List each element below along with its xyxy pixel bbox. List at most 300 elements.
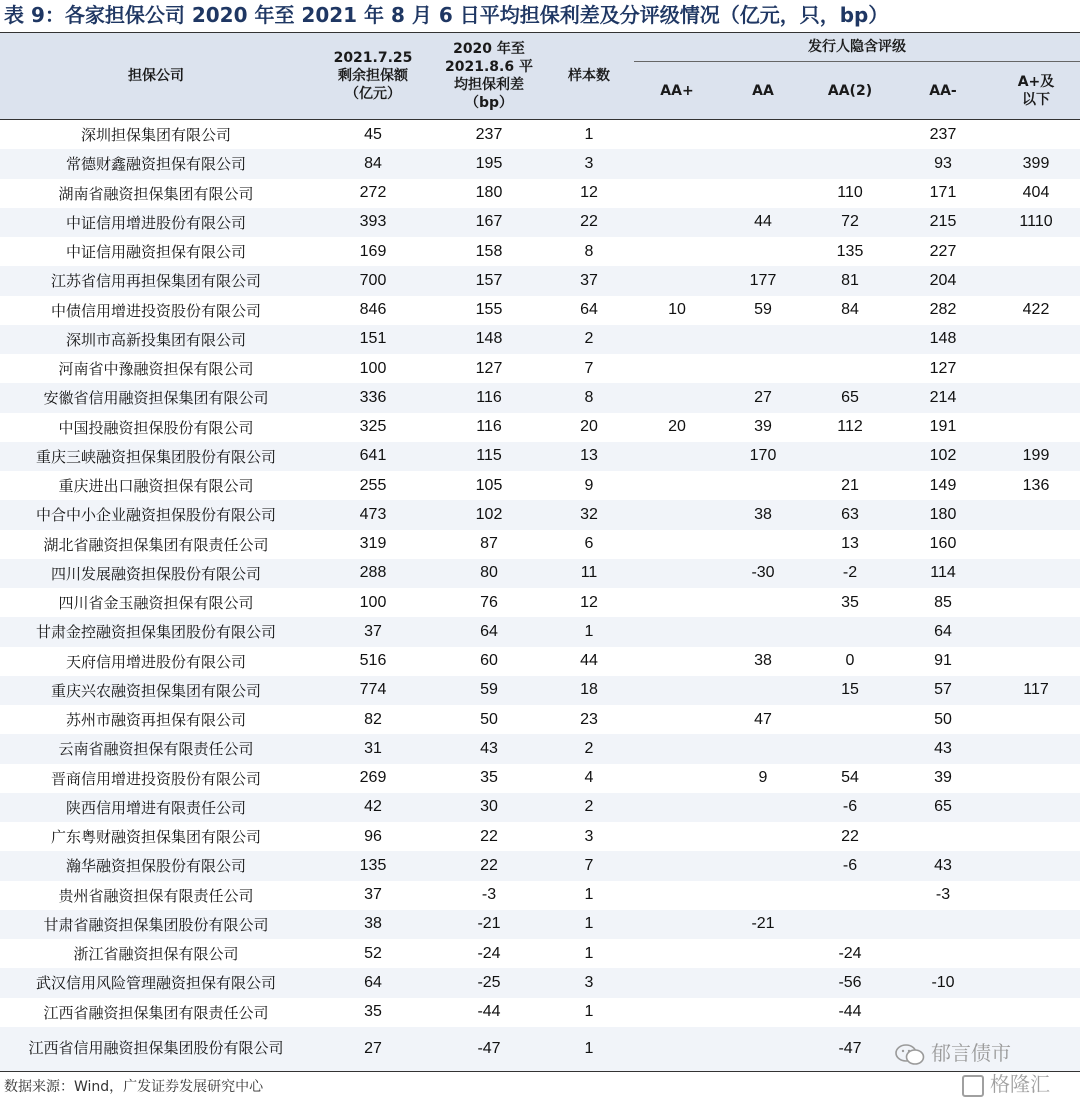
cell-balance: 169 — [359, 242, 387, 260]
cell-aa-plus — [634, 705, 720, 734]
cell-aa — [720, 851, 806, 880]
cell-company: 常德财鑫融资担保有限公司 — [0, 149, 312, 178]
cell-aa-plus — [634, 500, 720, 529]
cell-samples: 22 — [544, 208, 634, 237]
cell-balance: 100 — [359, 359, 387, 377]
cell-aa2 — [806, 617, 894, 646]
cell-samples: 2 — [544, 325, 634, 354]
cell-aa2: -6 — [806, 851, 894, 880]
cell-aa-plus — [634, 764, 720, 793]
cell-aa2: 112 — [837, 418, 863, 436]
cell-aa — [720, 881, 806, 910]
cell-aa-plus — [634, 822, 720, 851]
table-row — [0, 647, 1080, 676]
cell-balance: 100 — [359, 593, 387, 611]
gelonghui-logo-icon — [962, 1075, 984, 1097]
cell-company: 深圳担保集团有限公司 — [0, 120, 312, 150]
cell-samples: 23 — [580, 710, 598, 728]
cell-aa-minus: 91 — [934, 652, 952, 670]
cell-balance: 45 — [312, 120, 434, 150]
cell-aa-plus — [634, 208, 720, 237]
cell-aa2 — [806, 734, 894, 763]
cell-aa2: 135 — [836, 242, 864, 260]
cell-a-plus-below — [992, 588, 1080, 617]
cell-aa-minus: 160 — [929, 535, 957, 553]
table-row — [0, 617, 1080, 646]
cell-aa — [720, 237, 806, 266]
cell-company: 四川发展融资担保股份有限公司 — [0, 559, 312, 588]
cell-aa-minus: 127 — [929, 359, 957, 377]
cell-aa2: 15 — [806, 676, 894, 705]
cell-company: 中证信用融资担保有限公司 — [65, 243, 246, 262]
cell-balance: 336 — [312, 383, 434, 412]
cell-spread: 22 — [480, 827, 498, 845]
cell-aa-plus — [634, 1027, 720, 1072]
cell-aa — [720, 617, 806, 646]
gelonghui-watermark-text: 格隆汇 — [990, 1072, 1050, 1096]
cell-aa-plus — [634, 266, 720, 295]
cell-company: 甘肃省融资担保集团股份有限公司 — [0, 910, 312, 939]
cell-aa-minus: -3 — [935, 886, 951, 904]
cell-a-plus-below — [992, 325, 1080, 354]
table-row — [0, 354, 1080, 383]
cell-aa-minus: 57 — [894, 676, 992, 705]
cell-aa-plus — [634, 881, 720, 910]
cell-aa: 47 — [754, 710, 772, 728]
cell-company: 中债信用增进投资股份有限公司 — [50, 301, 261, 320]
cell-aa2 — [806, 149, 894, 178]
cell-a-plus-below — [992, 413, 1080, 442]
cell-aa-minus: 43 — [894, 734, 992, 763]
cell-aa — [720, 120, 806, 150]
cell-a-plus-below — [992, 822, 1080, 851]
cell-a-plus-below — [992, 851, 1080, 880]
header-spread-text: 2020 年至 2021.8.6 平均担保利差（bp） — [445, 41, 533, 111]
cell-a-plus-below — [992, 705, 1080, 734]
cell-company: 四川省金玉融资担保有限公司 — [58, 594, 254, 613]
cell-aa2: 0 — [845, 652, 855, 670]
cell-aa2 — [806, 120, 894, 150]
cell-aa-minus: 85 — [934, 593, 952, 611]
cell-samples: 6 — [584, 535, 594, 553]
cell-aa-minus: 191 — [929, 418, 957, 436]
cell-samples: 3 — [584, 827, 594, 845]
table-body — [0, 120, 1080, 1072]
cell-aa-plus — [634, 617, 720, 646]
header-balance — [312, 33, 434, 120]
cell-aa — [720, 354, 806, 383]
cell-company: 瀚华融资担保股份有限公司 — [0, 851, 312, 880]
cell-aa-plus — [634, 120, 720, 150]
cell-balance: 31 — [312, 734, 434, 763]
cell-balance: 700 — [312, 266, 434, 295]
cell-a-plus-below: 199 — [992, 442, 1080, 471]
cell-samples: 1 — [584, 886, 594, 904]
cell-aa2 — [806, 325, 894, 354]
cell-samples: 32 — [544, 500, 634, 529]
cell-aa2: -6 — [806, 793, 894, 822]
cell-aa-minus: 43 — [894, 851, 992, 880]
table-row — [0, 559, 1080, 588]
cell-aa-plus — [634, 179, 720, 208]
cell-aa-plus: 10 — [668, 301, 686, 319]
cell-aa-minus: 148 — [894, 325, 992, 354]
cell-samples: 37 — [544, 266, 634, 295]
cell-aa — [720, 471, 806, 500]
table-row — [0, 413, 1080, 442]
cell-samples: 2 — [544, 734, 634, 763]
cell-aa-plus — [634, 910, 720, 939]
cell-aa: 9 — [758, 769, 768, 787]
table-row — [0, 237, 1080, 266]
cell-spread: 102 — [434, 500, 544, 529]
cell-samples: 1 — [584, 1003, 594, 1021]
cell-aa — [720, 149, 806, 178]
table-row — [0, 500, 1080, 529]
cell-samples: 12 — [580, 184, 598, 202]
cell-aa2: 54 — [841, 769, 859, 787]
cell-balance: 52 — [364, 944, 382, 962]
cell-aa-plus — [634, 676, 720, 705]
cell-a-plus-below — [992, 617, 1080, 646]
cell-aa2: 84 — [841, 301, 859, 319]
cell-aa: 39 — [754, 418, 772, 436]
cell-aa: 27 — [720, 383, 806, 412]
cell-aa — [720, 734, 806, 763]
cell-company: 深圳市高新投集团有限公司 — [0, 325, 312, 354]
cell-balance: 325 — [359, 418, 387, 436]
cell-spread: -24 — [477, 944, 501, 962]
table-row — [0, 939, 1080, 968]
table-title: 表 9：各家担保公司 2020 年至 2021 年 8 月 6 日平均担保利差及分评级情况（亿元，只，bp） — [4, 3, 889, 27]
cell-spread: 50 — [480, 710, 498, 728]
cell-aa-minus: 93 — [894, 149, 992, 178]
table-row — [0, 296, 1080, 325]
table-row — [0, 471, 1080, 500]
header-rating-group: 发行人隐含评级 — [634, 33, 1080, 62]
cell-samples: 12 — [580, 593, 598, 611]
header-samples: 样本数 — [544, 33, 634, 120]
cell-aa-minus: 149 — [929, 476, 957, 494]
cell-spread: 167 — [434, 208, 544, 237]
cell-aa — [720, 968, 806, 997]
cell-aa2: 63 — [806, 500, 894, 529]
header-spread — [434, 33, 544, 120]
cell-samples: 3 — [544, 149, 634, 178]
cell-aa-plus: 20 — [668, 418, 686, 436]
cell-company: 陕西信用增进有限责任公司 — [0, 793, 312, 822]
cell-balance: 64 — [312, 968, 434, 997]
cell-company: 广东粤财融资担保集团有限公司 — [50, 828, 261, 847]
cell-aa — [720, 530, 806, 559]
cell-balance: 96 — [364, 827, 382, 845]
cell-samples: 1 — [544, 120, 634, 150]
cell-aa2 — [806, 910, 894, 939]
cell-aa-minus: 64 — [894, 617, 992, 646]
table-row — [0, 588, 1080, 617]
cell-company: 湖南省融资担保集团有限公司 — [58, 184, 254, 203]
table-row — [0, 822, 1080, 851]
header-rating-aa-minus: AA- — [894, 62, 992, 120]
cell-aa: 59 — [754, 301, 772, 319]
table-row — [0, 149, 1080, 178]
cell-aa-minus: 180 — [894, 500, 992, 529]
cell-aa-minus: 227 — [929, 242, 957, 260]
cell-aa-plus — [634, 237, 720, 266]
cell-aa — [720, 676, 806, 705]
cell-company: 重庆兴农融资担保集团有限公司 — [0, 676, 312, 705]
cell-aa — [720, 588, 806, 617]
cell-aa: 177 — [720, 266, 806, 295]
table-row — [0, 266, 1080, 295]
cell-aa2 — [806, 881, 894, 910]
cell-aa-plus — [634, 968, 720, 997]
cell-a-plus-below: 117 — [992, 676, 1080, 705]
cell-aa2: -56 — [806, 968, 894, 997]
cell-spread: 115 — [434, 442, 544, 471]
table-row — [0, 793, 1080, 822]
cell-aa2: 13 — [841, 535, 859, 553]
cell-aa-minus: 214 — [894, 383, 992, 412]
table-row — [0, 120, 1080, 150]
cell-aa-plus — [634, 939, 720, 968]
cell-balance: 641 — [312, 442, 434, 471]
cell-spread: 157 — [434, 266, 544, 295]
cell-balance: 272 — [359, 184, 387, 202]
cell-aa-plus — [634, 442, 720, 471]
cell-aa2: -47 — [806, 1027, 894, 1072]
wechat-watermark-text: 郁言债市 — [931, 1041, 1011, 1065]
table-row — [0, 851, 1080, 880]
source-note: 数据来源：Wind，广发证券发展研究中心 — [4, 1079, 264, 1095]
cell-aa-plus — [634, 588, 720, 617]
table-row — [0, 705, 1080, 734]
table-row — [0, 383, 1080, 412]
header-balance-text: 2021.7.25 剩余担保额（亿元） — [333, 50, 413, 102]
wechat-icon — [895, 1044, 925, 1066]
cell-aa2: 81 — [806, 266, 894, 295]
cell-balance: 84 — [312, 149, 434, 178]
cell-aa: -21 — [720, 910, 806, 939]
cell-spread: 180 — [475, 184, 503, 202]
cell-aa-plus — [634, 354, 720, 383]
cell-samples: 7 — [544, 851, 634, 880]
cell-aa — [720, 822, 806, 851]
cell-company: 甘肃金控融资担保集团股份有限公司 — [0, 617, 312, 646]
cell-company: 天府信用增进股份有限公司 — [65, 652, 246, 671]
cell-a-plus-below — [992, 793, 1080, 822]
table-row — [0, 325, 1080, 354]
cell-aa-plus — [634, 149, 720, 178]
cell-aa2: 35 — [841, 593, 859, 611]
cell-a-plus-below — [992, 734, 1080, 763]
cell-a-plus-below: 399 — [992, 149, 1080, 178]
cell-aa2: 110 — [837, 184, 863, 202]
cell-spread: -25 — [434, 968, 544, 997]
cell-aa2 — [806, 354, 894, 383]
table-row — [0, 208, 1080, 237]
cell-aa-minus: 237 — [894, 120, 992, 150]
cell-spread: -21 — [434, 910, 544, 939]
cell-aa — [720, 179, 806, 208]
cell-aa-minus: 204 — [894, 266, 992, 295]
cell-samples: 8 — [584, 242, 594, 260]
cell-spread: 60 — [480, 652, 498, 670]
cell-spread: 87 — [480, 535, 498, 553]
cell-a-plus-below: 1110 — [992, 208, 1080, 237]
cell-spread: 127 — [475, 359, 503, 377]
cell-spread: 155 — [475, 301, 503, 319]
cell-company: 湖北省融资担保集团有限责任公司 — [43, 535, 269, 554]
cell-balance: 35 — [364, 1003, 382, 1021]
cell-spread: 59 — [434, 676, 544, 705]
cell-balance: 393 — [312, 208, 434, 237]
cell-spread: 195 — [434, 149, 544, 178]
cell-balance: 82 — [364, 710, 382, 728]
cell-company: 晋商信用增进投资股份有限公司 — [50, 769, 261, 788]
cell-a-plus-below — [992, 647, 1080, 676]
cell-company: 重庆三峡融资担保集团股份有限公司 — [0, 442, 312, 471]
cell-company: 中国投融资担保股份有限公司 — [58, 418, 254, 437]
cell-aa — [720, 793, 806, 822]
cell-a-plus-below — [992, 354, 1080, 383]
cell-balance: 269 — [359, 769, 387, 787]
cell-a-plus-below — [992, 120, 1080, 150]
cell-samples: 64 — [580, 301, 598, 319]
cell-aa-plus — [634, 383, 720, 412]
cell-spread: -47 — [434, 1027, 544, 1072]
cell-aa — [720, 939, 806, 968]
cell-balance: 135 — [312, 851, 434, 880]
cell-samples: 18 — [544, 676, 634, 705]
cell-spread: 22 — [434, 851, 544, 880]
cell-aa2: -44 — [838, 1003, 862, 1021]
cell-aa-minus: 171 — [929, 184, 957, 202]
cell-aa2: 65 — [806, 383, 894, 412]
cell-balance: 846 — [359, 301, 387, 319]
table-row — [0, 734, 1080, 763]
cell-company: 中证信用增进股份有限公司 — [0, 208, 312, 237]
table-row — [0, 881, 1080, 910]
table-row — [0, 442, 1080, 471]
cell-company: 浙江省融资担保有限公司 — [73, 945, 239, 964]
gelonghui-watermark — [962, 1068, 1050, 1097]
table-row — [0, 764, 1080, 793]
cell-balance: 255 — [359, 476, 387, 494]
cell-aa-minus: 65 — [894, 793, 992, 822]
cell-samples: 2 — [544, 793, 634, 822]
header-rating-aa: AA — [720, 62, 806, 120]
cell-aa2: 72 — [806, 208, 894, 237]
cell-aa2: -24 — [838, 944, 862, 962]
cell-aa-minus: 215 — [894, 208, 992, 237]
cell-company: 贵州省融资担保有限责任公司 — [58, 886, 254, 905]
cell-balance: 319 — [359, 535, 387, 553]
cell-a-plus-below — [992, 764, 1080, 793]
cell-aa-plus — [634, 793, 720, 822]
cell-spread: 35 — [480, 769, 498, 787]
cell-spread: 237 — [434, 120, 544, 150]
cell-aa2 — [806, 442, 894, 471]
cell-a-plus-below — [992, 383, 1080, 412]
guarantee-spread-table — [0, 32, 1080, 1072]
cell-company: 江苏省信用再担保集团有限公司 — [0, 266, 312, 295]
cell-a-plus-below — [992, 881, 1080, 910]
cell-aa-minus — [894, 939, 992, 968]
cell-balance: 516 — [359, 652, 387, 670]
cell-aa2: -2 — [806, 559, 894, 588]
cell-aa-plus — [634, 471, 720, 500]
table-row — [0, 676, 1080, 705]
cell-company: 江西省信用融资担保集团股份有限公司 — [0, 1027, 312, 1072]
table-row — [0, 179, 1080, 208]
cell-aa — [720, 325, 806, 354]
header-company: 担保公司 — [0, 33, 312, 120]
cell-samples: 1 — [584, 944, 594, 962]
header-rating-a-plus-below-text: A+及以下 — [1017, 73, 1055, 108]
cell-samples: 1 — [544, 910, 634, 939]
cell-aa-minus: 102 — [894, 442, 992, 471]
table-row — [0, 910, 1080, 939]
cell-aa2 — [806, 705, 894, 734]
cell-spread: 158 — [475, 242, 503, 260]
cell-aa-minus — [894, 998, 992, 1027]
cell-aa2: 21 — [841, 476, 859, 494]
header-rating-a-plus-below — [992, 62, 1080, 120]
cell-aa2: 22 — [841, 827, 859, 845]
cell-a-plus-below — [992, 968, 1080, 997]
cell-a-plus-below — [992, 500, 1080, 529]
cell-aa-minus: 114 — [894, 559, 992, 588]
cell-aa-minus — [894, 910, 992, 939]
cell-spread: 116 — [476, 418, 502, 436]
cell-balance: 42 — [312, 793, 434, 822]
cell-company: 武汉信用风险管理融资担保有限公司 — [0, 968, 312, 997]
cell-balance: 37 — [312, 617, 434, 646]
cell-aa-plus — [634, 530, 720, 559]
cell-company: 中合中小企业融资担保股份有限公司 — [0, 500, 312, 529]
cell-aa — [720, 998, 806, 1027]
cell-aa-plus — [634, 325, 720, 354]
cell-samples: 4 — [584, 769, 594, 787]
cell-spread: 64 — [434, 617, 544, 646]
cell-spread: -44 — [477, 1003, 501, 1021]
cell-aa-plus — [634, 851, 720, 880]
cell-samples: 1 — [544, 617, 634, 646]
cell-a-plus-below — [992, 910, 1080, 939]
cell-spread: 80 — [434, 559, 544, 588]
wechat-watermark — [895, 1037, 1011, 1066]
cell-a-plus-below — [992, 237, 1080, 266]
cell-spread: 76 — [480, 593, 498, 611]
cell-spread: 148 — [434, 325, 544, 354]
cell-aa-minus: 282 — [929, 301, 957, 319]
cell-samples: 8 — [544, 383, 634, 412]
header-rating-aa-plus: AA+ — [634, 62, 720, 120]
cell-spread: 43 — [434, 734, 544, 763]
cell-a-plus-below — [992, 998, 1080, 1027]
cell-company: 云南省融资担保有限责任公司 — [0, 734, 312, 763]
cell-aa: 170 — [720, 442, 806, 471]
cell-aa-plus — [634, 559, 720, 588]
cell-balance: 774 — [312, 676, 434, 705]
cell-a-plus-below — [992, 939, 1080, 968]
cell-aa-minus: 50 — [934, 710, 952, 728]
cell-a-plus-below: 404 — [1022, 184, 1050, 202]
cell-samples: 44 — [580, 652, 598, 670]
cell-samples: 7 — [584, 359, 594, 377]
cell-aa-minus: 39 — [934, 769, 952, 787]
